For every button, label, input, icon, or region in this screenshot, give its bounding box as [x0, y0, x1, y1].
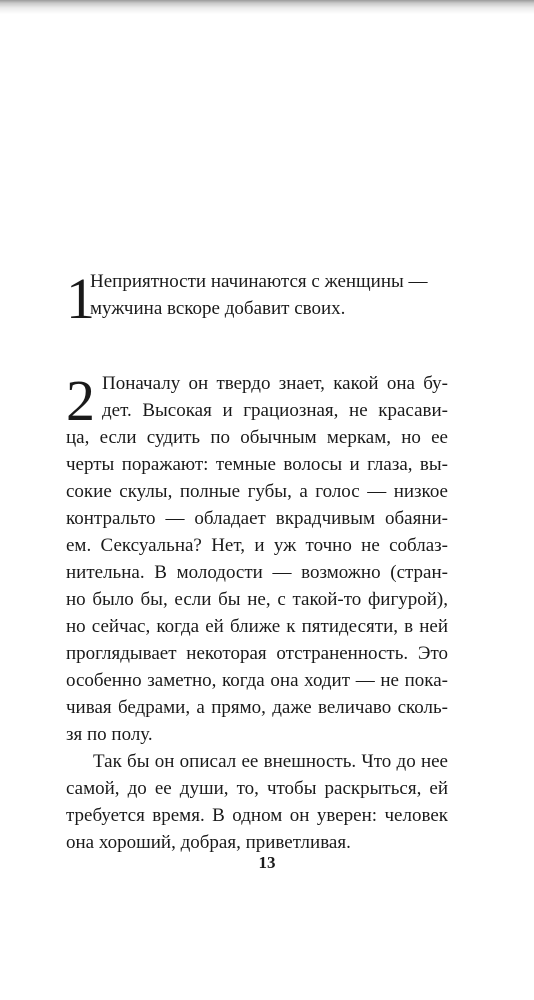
- section-2-numeral: 2: [66, 368, 95, 433]
- section-1: [66, 266, 448, 331]
- section-2-line: чивая бедрами, а прямо, даже величаво сколь-: [66, 697, 448, 718]
- section-2-line: Поначалу он твердо знает, какой она бу-: [102, 373, 448, 394]
- section-2-line: но сейчас, когда ей ближе к пятидесяти, в ней: [66, 616, 448, 637]
- page-number: 13: [258, 853, 276, 872]
- section-2-line: сокие скулы, полные губы, а голос — низкое: [66, 481, 448, 502]
- section-2: [66, 370, 448, 856]
- section-2-line: самой, до ее души, то, чтобы раскрыться, ей: [66, 778, 448, 799]
- section-2-line: нительна. В молодости — возможно (стран-: [66, 562, 448, 583]
- section-2-line: черты поражают: темные волосы и глаза, вы-: [66, 454, 448, 475]
- section-2-line: требуется время. В одном он уверен: человек: [66, 805, 448, 826]
- section-2-line: зя по полу.: [66, 724, 153, 745]
- section-2-line: она хороший, добрая, приветливая.: [66, 832, 351, 853]
- section-1-line: мужчина вскоре добавит своих.: [90, 298, 346, 319]
- section-2-line: ем. Сексуальна? Нет, и уж точно не соблаз-: [66, 535, 448, 556]
- section-1-line: Неприятности начинаются с женщины —: [90, 271, 428, 292]
- section-1-numeral: 1: [66, 266, 95, 331]
- section-2-line: ца, если судить по обычным меркам, но ее: [66, 427, 448, 448]
- section-2-line: контральто — обладает вкрадчивым обаяни-: [66, 508, 448, 529]
- section-2-line: дет. Высокая и грациозная, не красави-: [102, 400, 448, 421]
- section-2-line: особенно заметно, когда она ходит — не пока-: [66, 670, 448, 691]
- section-2-line: Так бы он описал ее внешность. Что до нее: [93, 751, 448, 772]
- section-2-line: но было бы, если бы не, с такой-то фигурой),: [66, 589, 448, 610]
- section-2-line: проглядывает некоторая отстраненность. Это: [66, 643, 448, 664]
- top-edge-shadow: [0, 0, 534, 14]
